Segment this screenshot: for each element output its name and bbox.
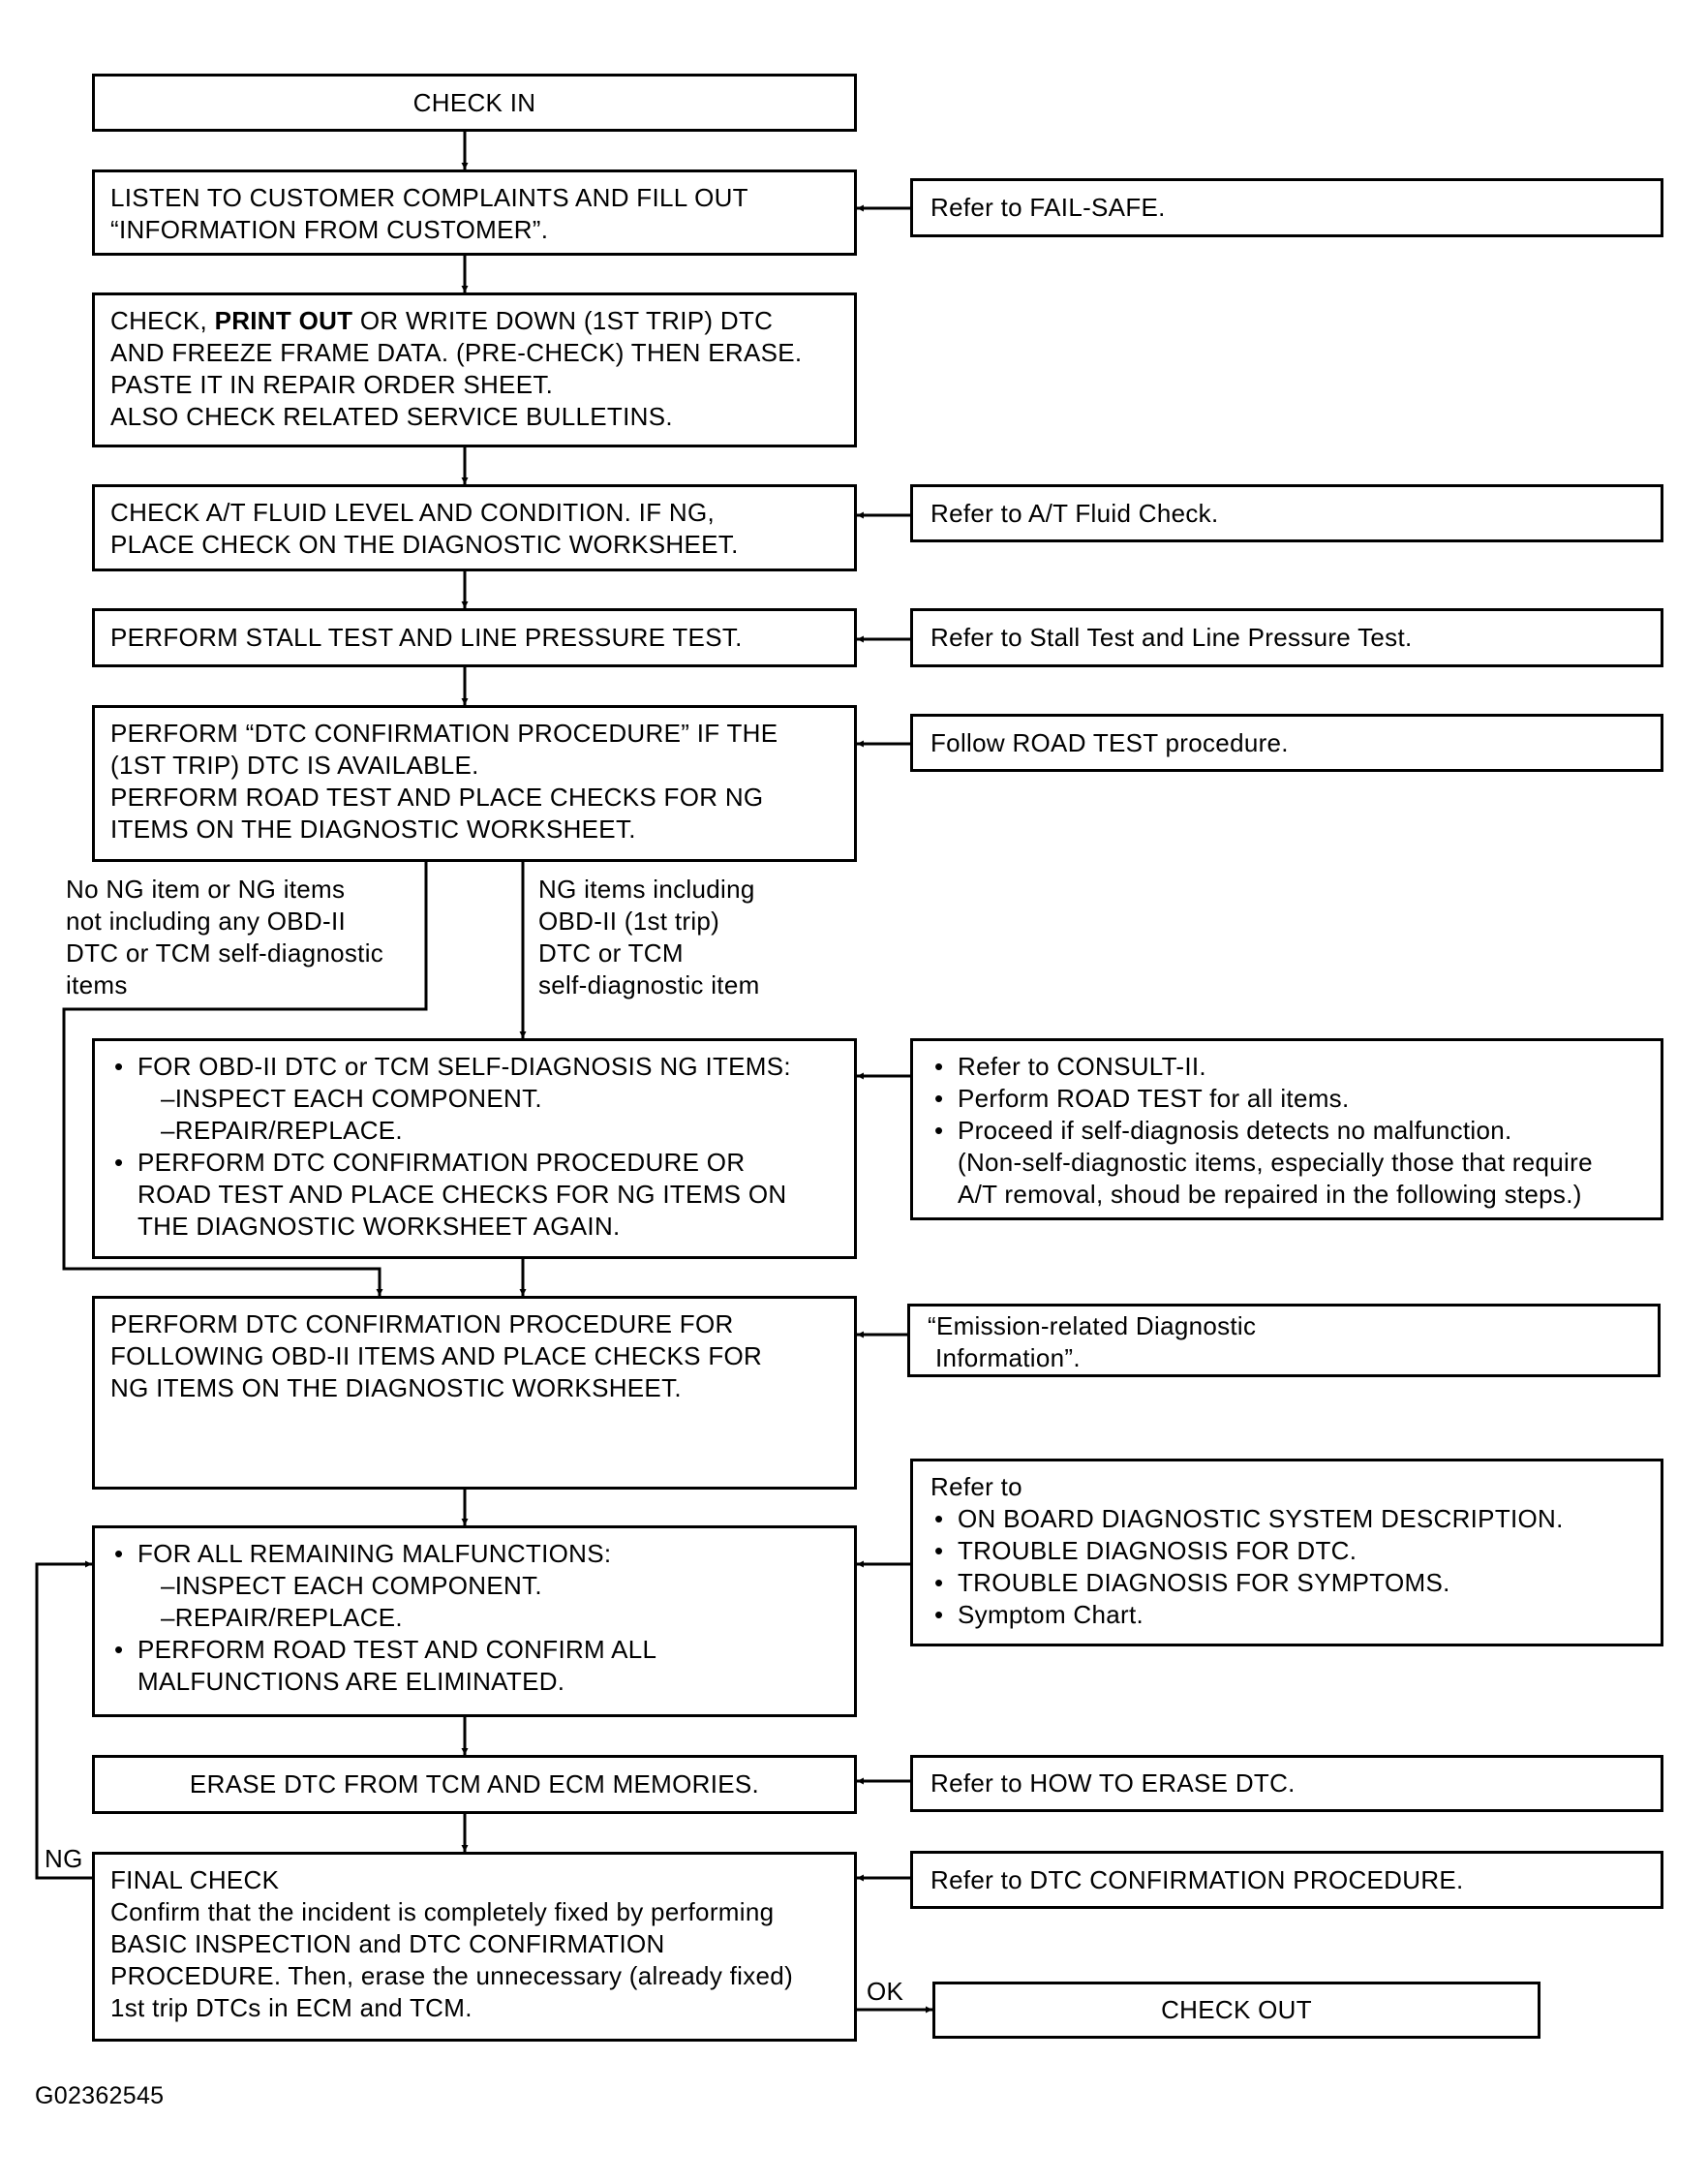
check-print-post: OR WRITE DOWN (1ST TRIP) DTC — [352, 306, 774, 335]
fluid-line-2: PLACE CHECK ON THE DIAGNOSTIC WORKSHEET. — [110, 530, 739, 559]
ref-list-title: Refer to — [930, 1472, 1022, 1501]
ref-dtc-confirm-box — [910, 1851, 1663, 1909]
ref-road-test-box — [910, 714, 1663, 772]
remaining-sub-repair: –REPAIR/REPLACE. — [161, 1603, 403, 1632]
branch-left-line-2: not including any OBD-II — [66, 907, 347, 936]
obd-ng-bullet-2-line-1: • PERFORM DTC CONFIRMATION PROCEDURE OR — [137, 1148, 746, 1177]
obd-ng-sub-inspect: –INSPECT EACH COMPONENT. — [161, 1084, 542, 1113]
ref-stall-text: Refer to Stall Test and Line Pressure Test. — [930, 623, 1413, 652]
remaining-bullet-2-line-1: • PERFORM ROAD TEST AND CONFIRM ALL — [137, 1635, 657, 1664]
ref-failsafe-text: Refer to FAIL-SAFE. — [930, 193, 1166, 222]
obd-ng-bullet-2-line-3: THE DIAGNOSTIC WORKSHEET AGAIN. — [137, 1212, 621, 1241]
branch-right-line-4: self-diagnostic item — [538, 970, 760, 999]
check-print-box — [92, 292, 857, 447]
check-out-label: CHECK OUT — [1161, 1995, 1312, 2024]
ref-list-item-3: • TROUBLE DIAGNOSIS FOR SYMPTOMS. — [930, 1567, 1645, 1599]
branch-left-line-3: DTC or TCM self-diagnostic — [66, 938, 384, 968]
ref-erase-box — [910, 1755, 1663, 1812]
ref-failsafe-box — [910, 178, 1663, 237]
remaining-bullet-1 — [110, 1538, 839, 1634]
dtc-following-line-1: PERFORM DTC CONFIRMATION PROCEDURE FOR — [110, 1309, 734, 1338]
check-print-line-1 — [110, 305, 839, 337]
obd-ng-bullet-1 — [110, 1051, 839, 1147]
listen-line-1: LISTEN TO CUSTOMER COMPLAINTS AND FILL OUT — [110, 183, 748, 212]
branch-left-line-4: items — [66, 970, 128, 999]
stall-test-label: PERFORM STALL TEST AND LINE PRESSURE TEST. — [110, 623, 743, 652]
ref-consult-note-1: (Non-self-diagnostic items, especially those that require — [958, 1148, 1593, 1177]
erase-dtc-label: ERASE DTC FROM TCM AND ECM MEMORIES. — [189, 1769, 760, 1799]
ref-list-item-4: • Symptom Chart. — [930, 1599, 1645, 1631]
final-check-line-3: PROCEDURE. Then, erase the unnecessary (already fixed) — [110, 1961, 794, 1990]
check-print-pre: CHECK, — [110, 306, 215, 335]
remaining-malfunctions-box — [92, 1525, 857, 1717]
arrow-ng-loop — [37, 1564, 92, 1878]
ref-road-test-text: Follow ROAD TEST procedure. — [930, 727, 1289, 757]
remaining-bullet-1-text: FOR ALL REMAINING MALFUNCTIONS: — [137, 1539, 612, 1568]
ref-consult-note-2: A/T removal, shoud be repaired in the following steps.) — [958, 1180, 1582, 1209]
dtc-following-line-2: FOLLOWING OBD-II ITEMS AND PLACE CHECKS FOR — [110, 1341, 763, 1370]
fluid-line-1: CHECK A/T FLUID LEVEL AND CONDITION. IF NG, — [110, 498, 716, 527]
branch-left-line-1: No NG item or NG items — [66, 875, 346, 904]
dtc-perform-line-4: ITEMS ON THE DIAGNOSTIC WORKSHEET. — [110, 815, 636, 844]
ref-emission-line-2: Information”. — [935, 1343, 1081, 1372]
branch-right-line-3: DTC or TCM — [538, 938, 684, 968]
branch-right-line-2: OBD-II (1st trip) — [538, 907, 720, 936]
ref-consult-item-3: • Proceed if self-diagnosis detects no malfunction. — [930, 1115, 1645, 1147]
figure-id: G02362545 — [35, 2082, 165, 2109]
remaining-sub-inspect: –INSPECT EACH COMPONENT. — [161, 1571, 542, 1600]
obd-ng-bullet-1-text: FOR OBD-II DTC or TCM SELF-DIAGNOSIS NG ITEMS: — [137, 1052, 791, 1081]
dtc-following-line-3: NG ITEMS ON THE DIAGNOSTIC WORKSHEET. — [110, 1373, 682, 1402]
final-check-line-2: BASIC INSPECTION and DTC CONFIRMATION — [110, 1929, 665, 1958]
dtc-following-box — [92, 1296, 857, 1490]
check-print-line-4: ALSO CHECK RELATED SERVICE BULLETINS. — [110, 402, 673, 431]
print-out-emphasis: PRINT OUT — [214, 306, 353, 335]
dtc-perform-line-1: PERFORM “DTC CONFIRMATION PROCEDURE” IF THE — [110, 719, 778, 748]
fluid-check-box — [92, 484, 857, 571]
erase-dtc-box — [92, 1755, 857, 1814]
obd-ng-bullet-2 — [110, 1147, 839, 1243]
branch-right-label — [538, 874, 760, 1001]
ref-fluid-box — [910, 484, 1663, 542]
ok-label: OK — [867, 1977, 904, 2006]
ref-stall-box — [910, 608, 1663, 667]
ref-consult-item-1: • Refer to CONSULT-II. — [930, 1051, 1645, 1083]
dtc-perform-box — [92, 705, 857, 862]
listen-box — [92, 169, 857, 256]
check-print-line-3: PASTE IT IN REPAIR ORDER SHEET. — [110, 370, 554, 399]
listen-line-2: “INFORMATION FROM CUSTOMER”. — [110, 215, 549, 244]
ref-consult-item-2: • Perform ROAD TEST for all items. — [930, 1083, 1645, 1115]
ref-list-item-1: • ON BOARD DIAGNOSTIC SYSTEM DESCRIPTION. — [930, 1503, 1645, 1535]
obd-ng-sub-repair: –REPAIR/REPLACE. — [161, 1116, 403, 1145]
remaining-bullet-2-line-2: MALFUNCTIONS ARE ELIMINATED. — [137, 1667, 565, 1696]
check-in-box — [92, 74, 857, 132]
ref-consult-box — [910, 1038, 1663, 1220]
check-in-label: CHECK IN — [412, 87, 536, 117]
ng-loop-label: NG — [45, 1844, 83, 1873]
final-check-box — [92, 1852, 857, 2042]
ref-emission-box — [907, 1304, 1661, 1377]
branch-left-label — [66, 874, 383, 1001]
ref-erase-text: Refer to HOW TO ERASE DTC. — [930, 1768, 1296, 1798]
obd-ng-items-box — [92, 1038, 857, 1259]
ref-fluid-text: Refer to A/T Fluid Check. — [930, 498, 1219, 528]
ref-dtc-confirm-text: Refer to DTC CONFIRMATION PROCEDURE. — [930, 1864, 1464, 1894]
branch-right-line-1: NG items including — [538, 875, 755, 904]
ref-list-item-2: • TROUBLE DIAGNOSIS FOR DTC. — [930, 1535, 1645, 1567]
ref-list-box — [910, 1459, 1663, 1646]
obd-ng-bullet-2-line-2: ROAD TEST AND PLACE CHECKS FOR NG ITEMS ON — [137, 1180, 787, 1209]
final-check-line-1: Confirm that the incident is completely fixed by performing — [110, 1897, 775, 1926]
remaining-bullet-2 — [110, 1634, 839, 1698]
final-check-title: FINAL CHECK — [110, 1865, 280, 1894]
stall-test-box — [92, 608, 857, 667]
check-out-box — [932, 1982, 1540, 2039]
dtc-perform-line-3: PERFORM ROAD TEST AND PLACE CHECKS FOR NG — [110, 783, 764, 812]
final-check-line-4: 1st trip DTCs in ECM and TCM. — [110, 1993, 473, 2022]
ref-emission-line-1: “Emission-related Diagnostic — [928, 1311, 1257, 1340]
dtc-perform-line-2: (1ST TRIP) DTC IS AVAILABLE. — [110, 751, 479, 780]
check-print-line-2: AND FREEZE FRAME DATA. (PRE-CHECK) THEN ERASE. — [110, 338, 803, 367]
